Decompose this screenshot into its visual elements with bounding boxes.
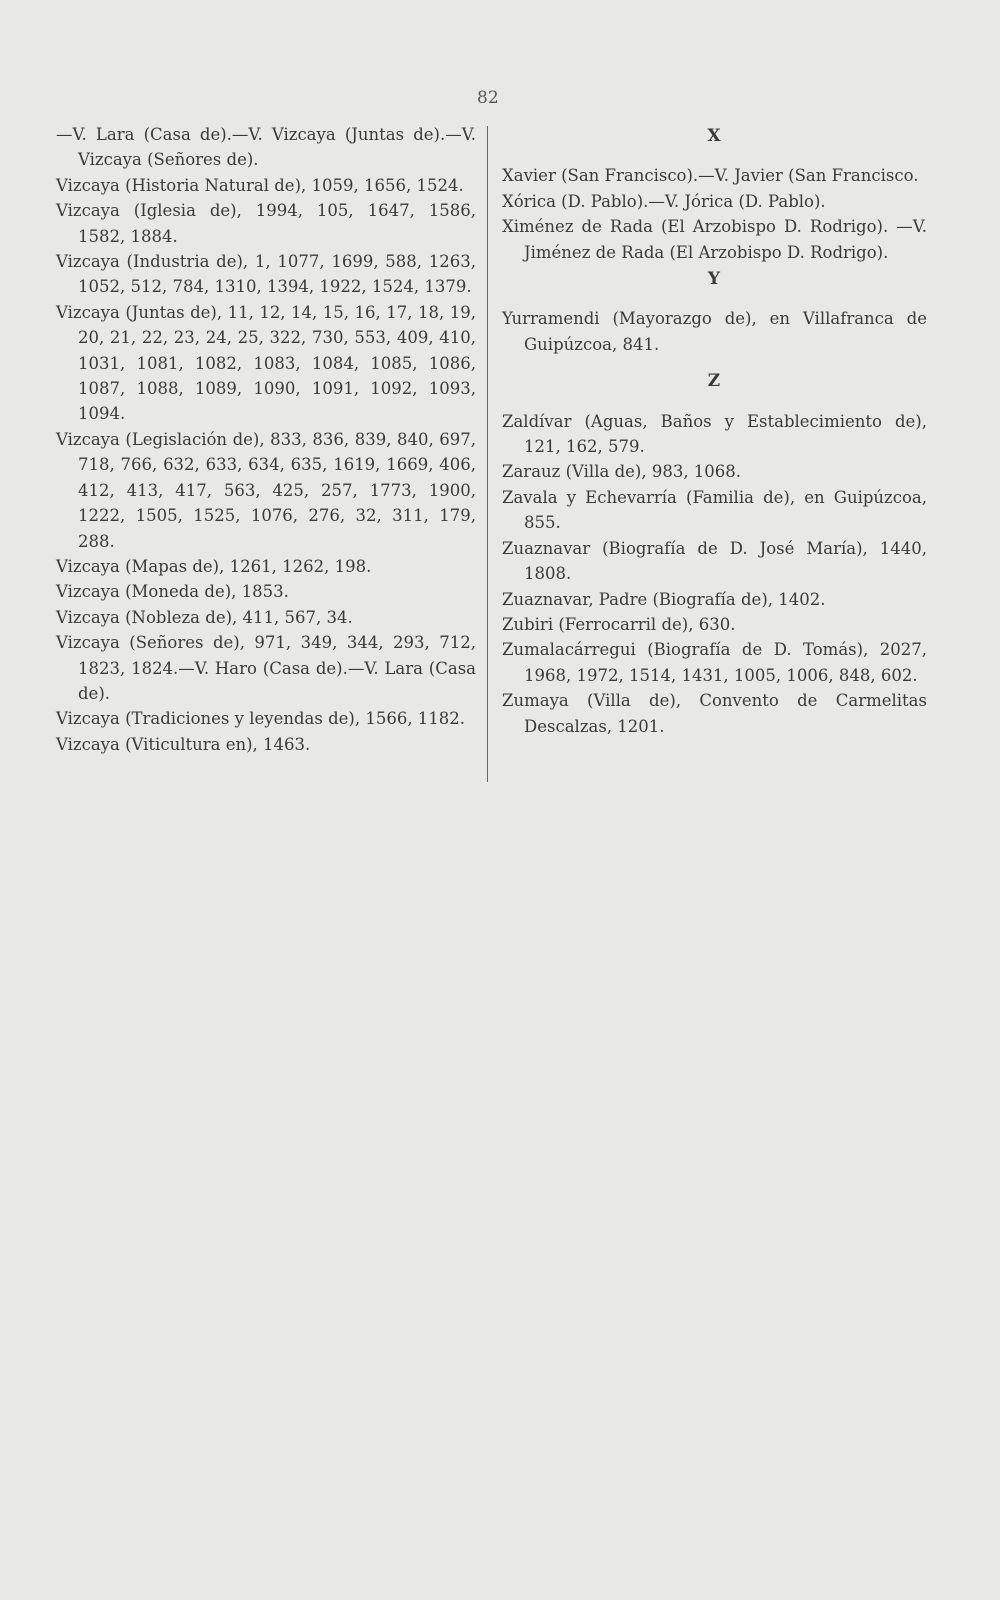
index-entry: Zubiri (Ferrocarril de), 630. <box>502 614 736 634</box>
index-entry: Vizcaya (Industria de), 1, 1077, 1699, 588, 1263, 1052, 512, 784, 1310, 1394, 1922, 1524, 1379. <box>56 252 476 297</box>
index-entry: Zuaznavar (Biografía de D. José María), 1440, 1808. <box>502 538 927 584</box>
index-entry: Vizcaya (Viticultura en), 1463. <box>56 734 311 754</box>
section-letter-x: X <box>707 126 722 146</box>
column-divider <box>487 126 488 782</box>
index-entry: Xavier (San Francisco).—V. Javier (San Francisco. <box>502 166 919 186</box>
index-entry: —V. Lara (Casa de).—V. Vizcaya (Juntas de).—V. Vizcaya (Señores de). <box>56 125 476 170</box>
index-left-column <box>56 122 476 757</box>
index-entry: Vizcaya (Señores de), 971, 349, 344, 293, 712, 1823, 1824.—V. Haro (Casa de).—V. Lara (Casa de). <box>56 633 476 703</box>
section-letter-z: Z <box>707 371 722 392</box>
page-number: 82 <box>477 88 499 108</box>
index-entry: Zavala y Echevarría (Familia de), en Guipúzcoa, 855. <box>502 487 927 533</box>
index-entry: Xórica (D. Pablo).—V. Jórica (D. Pablo). <box>502 191 826 211</box>
index-entry: Vizcaya (Historia Natural de), 1059, 1656, 1524. <box>56 175 464 195</box>
index-entry: Zumaya (Villa de), Convento de Carmelitas Descalzas, 1201. <box>502 691 927 736</box>
section-letter-y: Y <box>707 269 722 290</box>
index-entry: Vizcaya (Iglesia de), 1994, 105, 1647, 1586, 1582, 1884. <box>56 201 476 246</box>
index-entry: Vizcaya (Moneda de), 1853. <box>56 582 289 602</box>
index-entry: Vizcaya (Juntas de), 11, 12, 14, 15, 16, 17, 18, 19, 20, 21, 22, 23, 24, 25, 322, 730, 553, 409, 410, 1031, 1081, 1082, 1083, 1084, 1085, 1086, 1087, 1088, 1089, 1090, 1091, 1092, 1093, 1094. <box>56 302 476 424</box>
index-entry: Vizcaya (Nobleza de), 411, 567, 34. <box>56 607 353 627</box>
index-entry: Zuaznavar, Padre (Biografía de), 1402. <box>502 589 826 609</box>
index-entry: Zaldívar (Aguas, Baños y Establecimiento de), 121, 162, 579. <box>502 411 927 457</box>
index-right-column <box>502 122 927 739</box>
index-entry: Vizcaya (Legislación de), 833, 836, 839, 840, 697, 718, 766, 632, 633, 634, 635, 1619, 1669, 406, 412, 413, 417, 563, 425, 257, 1773, 1900, 1222, 1505, 1525, 1076, 276, 32, 311, 179, 288. <box>56 429 476 551</box>
index-entry: Zumalacárregui (Biografía de D. Tomás), 2027, 1968, 1972, 1514, 1431, 1005, 1006, 848, 602. <box>502 640 927 685</box>
index-entry: Ximénez de Rada (El Arzobispo D. Rodrigo). —V. Jiménez de Rada (El Arzobispo D. Rodrigo). <box>502 217 927 262</box>
index-entry: Zarauz (Villa de), 983, 1068. <box>502 462 742 482</box>
index-entry: Vizcaya (Mapas de), 1261, 1262, 198. <box>56 556 372 576</box>
index-entry: Yurramendi (Mayorazgo de), en Villafranca de Guipúzcoa, 841. <box>502 309 927 354</box>
index-entry: Vizcaya (Tradiciones y leyendas de), 1566, 1182. <box>56 709 466 729</box>
